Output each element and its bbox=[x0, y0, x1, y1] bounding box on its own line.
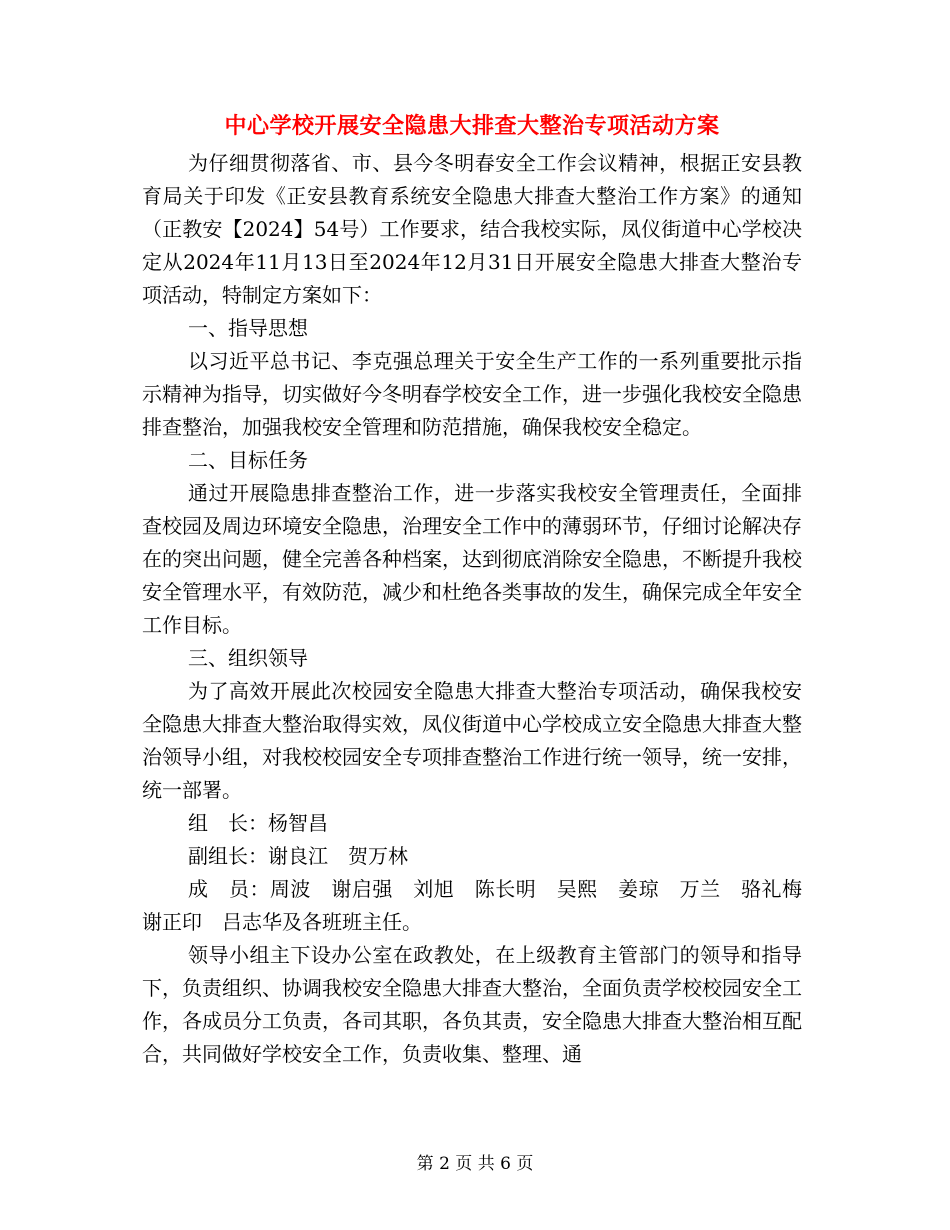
page-number-footer: 第 2 页 共 6 页 bbox=[416, 1154, 534, 1174]
team-members: 成 员：周波 谢启强 刘旭 陈长明 吴熙 姜琼 万兰 骆礼梅 谢正印 吕志华及各班班主任。 bbox=[142, 877, 822, 934]
office-paragraph: 领导小组主下设办公室在政教处，在上级教育主管部门的领导和指导下，负责组织、协调我校安全隐患大排查大整治，全面负责学校校园安全工作，各成员分工负责，各司其职，各负其责，安全隐患大排查大整治相互配合，共同做好学校安全工作，负责收集、整理、通 bbox=[142, 943, 802, 1066]
section-text-goals: 通过开展隐患排查整治工作，进一步落实我校安全管理责任，全面排查校园及周边环境安全隐患，治理安全工作中的薄弱环节，仔细讨论解决存在的突出问题，健全完善各种档案，达到彻底消除安全隐患，不断提升我校安全管理水平，有效防范，减少和杜绝各类事故的发生，确保完成全年安全工作目标。 bbox=[142, 481, 802, 637]
section-heading-goals: 二、目标任务 bbox=[188, 448, 308, 472]
intro-paragraph: 为仔细贯彻落省、市、县今冬明春安全工作会议精神，根据正安县教育局关于印发《正安县教育系统安全隐患大排查大整治工作方案》的通知（正教安【2024】54号）工作要求，结合我校实际，凤仪街道中心学校决定从2024年11月13日至2024年12月31日开展安全隐患大排查大整治专项活动，特制定方案如下： bbox=[142, 151, 802, 307]
section-text-guiding-ideology: 以习近平总书记、李克强总理关于安全生产工作的一系列重要批示指示精神为指导，切实做好今冬明春学校安全工作，进一步强化我校安全隐患排查整治，加强我校安全管理和防范措施，确保我校安全稳定。 bbox=[142, 349, 802, 439]
section-text-organization: 为了高效开展此次校园安全隐患大排查大整治专项活动，确保我校安全隐患大排查大整治取得实效，凤仪街道中心学校成立安全隐患大排查大整治领导小组，对我校校园安全专项排查整治工作进行统一领导，统一安排，统一部署。 bbox=[142, 679, 802, 802]
team-leader: 组 长：杨智昌 bbox=[188, 811, 328, 835]
section-heading-organization: 三、组织领导 bbox=[188, 646, 308, 670]
document-page bbox=[142, 105, 822, 1071]
section-heading-guiding-ideology: 一、指导思想 bbox=[188, 316, 308, 340]
document-title: 中心学校开展安全隐患大排查大整治专项活动方案 bbox=[224, 113, 720, 139]
team-deputy: 副组长：谢良江 贺万林 bbox=[188, 844, 408, 868]
